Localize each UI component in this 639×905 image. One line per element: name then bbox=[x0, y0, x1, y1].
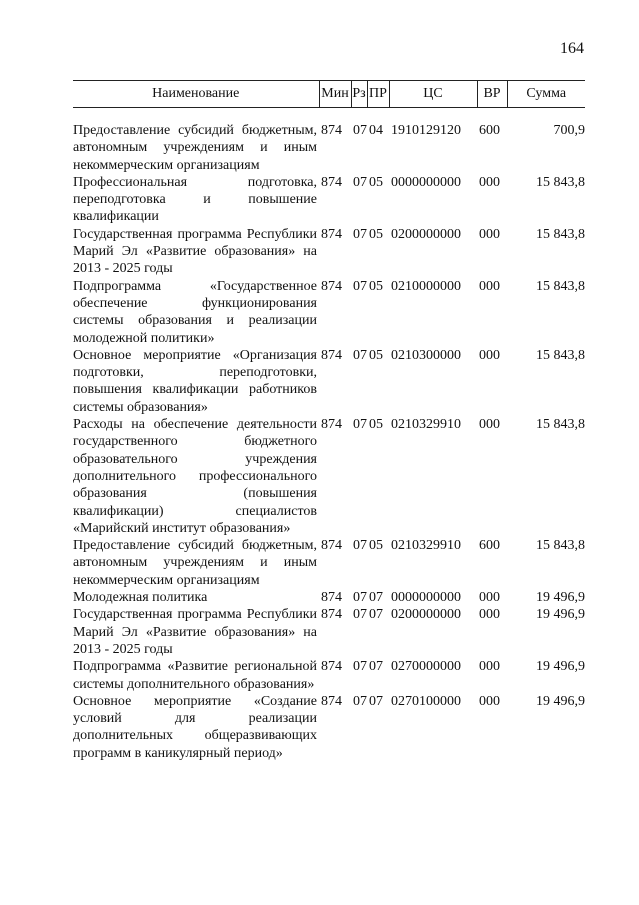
row-cs: 0210000000 bbox=[391, 278, 461, 294]
row-pr: 05 bbox=[369, 226, 383, 242]
row-rz: 07 bbox=[353, 123, 367, 138]
row-vr: 000 bbox=[479, 174, 500, 190]
row-vr: 000 bbox=[479, 607, 500, 623]
row-cs: 0210329910 bbox=[391, 417, 461, 433]
table-body bbox=[73, 108, 585, 762]
row-name: Предоставление субсидий бюджетным, автономным учреждениям и иным некоммерческим организациям bbox=[73, 538, 317, 588]
table-row bbox=[73, 278, 585, 347]
row-name: Основное мероприятие «Создание условий для реализации дополнительных общеразвивающих программ в каникулярный период» bbox=[73, 693, 317, 761]
row-name: Подпрограмма «Государственное обеспечение функционирования системы образования и реализации молодежной политики» bbox=[73, 278, 317, 346]
row-name: Предоставление субсидий бюджетным, автономным учреждениям и иным некоммерческим организациям bbox=[73, 123, 317, 173]
header-vr: ВР bbox=[477, 81, 507, 108]
row-pr: 04 bbox=[369, 123, 383, 138]
row-pr: 05 bbox=[369, 538, 383, 554]
row-cs: 0000000000 bbox=[391, 590, 461, 606]
table-row bbox=[73, 606, 585, 658]
row-pr: 07 bbox=[369, 590, 383, 606]
row-rz: 07 bbox=[353, 278, 367, 294]
row-sum: 15 843,8 bbox=[536, 278, 585, 294]
row-rz: 07 bbox=[353, 174, 367, 190]
row-rz: 07 bbox=[353, 538, 367, 554]
row-sum: 700,9 bbox=[553, 123, 585, 138]
row-min: 874 bbox=[321, 693, 342, 709]
row-vr: 000 bbox=[479, 590, 500, 606]
row-name: Государственная программа Республики Марий Эл «Развитие образования» на 2013 - 2025 годы bbox=[73, 607, 317, 657]
row-rz: 07 bbox=[353, 226, 367, 242]
budget-table bbox=[73, 80, 585, 762]
row-rz: 07 bbox=[353, 693, 367, 709]
row-cs: 0270000000 bbox=[391, 659, 461, 675]
row-name: Профессиональная подготовка, переподготовка и повышение квалификации bbox=[73, 174, 317, 225]
row-name: Основное мероприятие «Организация подготовки, переподготовки, повышения квалификации работников системы образования» bbox=[73, 347, 317, 415]
row-rz: 07 bbox=[353, 590, 367, 606]
row-rz: 07 bbox=[353, 659, 367, 675]
row-sum: 15 843,8 bbox=[536, 417, 585, 433]
row-pr: 05 bbox=[369, 174, 383, 190]
header-spacer bbox=[73, 108, 585, 123]
row-vr: 000 bbox=[479, 278, 500, 294]
row-sum: 19 496,9 bbox=[536, 659, 585, 675]
table-row bbox=[73, 693, 585, 762]
row-pr: 05 bbox=[369, 347, 383, 363]
row-cs: 1910129120 bbox=[391, 123, 461, 138]
row-min: 874 bbox=[321, 174, 342, 190]
row-vr: 600 bbox=[479, 123, 500, 138]
header-pr: ПР bbox=[367, 81, 389, 108]
row-name: Государственная программа Республики Марий Эл «Развитие образования» на 2013 - 2025 годы bbox=[73, 226, 317, 277]
row-sum: 15 843,8 bbox=[536, 347, 585, 363]
table-row bbox=[73, 347, 585, 416]
row-cs: 0210329910 bbox=[391, 538, 461, 554]
row-min: 874 bbox=[321, 226, 342, 242]
row-pr: 07 bbox=[369, 659, 383, 675]
row-min: 874 bbox=[321, 607, 342, 623]
row-name: Молодежная политика bbox=[73, 590, 208, 606]
row-vr: 000 bbox=[479, 347, 500, 363]
row-pr: 07 bbox=[369, 607, 383, 623]
row-pr: 07 bbox=[369, 693, 383, 709]
row-min: 874 bbox=[321, 347, 342, 363]
row-vr: 000 bbox=[479, 693, 500, 709]
table-row bbox=[73, 416, 585, 537]
row-sum: 19 496,9 bbox=[536, 607, 585, 623]
row-cs: 0000000000 bbox=[391, 174, 461, 190]
row-sum: 15 843,8 bbox=[536, 174, 585, 190]
row-min: 874 bbox=[321, 417, 342, 433]
row-pr: 05 bbox=[369, 417, 383, 433]
row-rz: 07 bbox=[353, 607, 367, 623]
page-number: 164 bbox=[560, 40, 584, 57]
row-min: 874 bbox=[321, 659, 342, 675]
row-sum: 15 843,8 bbox=[536, 226, 585, 242]
table-row bbox=[73, 537, 585, 589]
row-min: 874 bbox=[321, 278, 342, 294]
row-vr: 600 bbox=[479, 538, 500, 554]
table-row bbox=[73, 658, 585, 693]
row-min: 874 bbox=[321, 123, 342, 138]
row-cs: 0200000000 bbox=[391, 607, 461, 623]
table-header bbox=[73, 81, 585, 108]
header-name: Наименование bbox=[73, 81, 319, 108]
table-row bbox=[73, 174, 585, 226]
row-cs: 0200000000 bbox=[391, 226, 461, 242]
row-sum: 15 843,8 bbox=[536, 538, 585, 554]
header-cs: ЦС bbox=[389, 81, 477, 108]
row-vr: 000 bbox=[479, 417, 500, 433]
table-row bbox=[73, 589, 585, 606]
header-sum: Сумма bbox=[507, 81, 585, 108]
row-min: 874 bbox=[321, 590, 342, 606]
row-sum: 19 496,9 bbox=[536, 590, 585, 606]
row-name: Подпрограмма «Развитие региональной системы дополнительного образования» bbox=[73, 659, 317, 692]
row-rz: 07 bbox=[353, 417, 367, 433]
row-pr: 05 bbox=[369, 278, 383, 294]
header-min: Мин bbox=[319, 81, 351, 108]
row-rz: 07 bbox=[353, 347, 367, 363]
table-row bbox=[73, 122, 585, 174]
row-cs: 0210300000 bbox=[391, 347, 461, 363]
row-min: 874 bbox=[321, 538, 342, 554]
row-sum: 19 496,9 bbox=[536, 693, 585, 709]
row-vr: 000 bbox=[479, 226, 500, 242]
row-vr: 000 bbox=[479, 659, 500, 675]
header-rz: Рз bbox=[351, 81, 367, 108]
row-cs: 0270100000 bbox=[391, 693, 461, 709]
budget-table-container bbox=[73, 80, 585, 762]
row-name: Расходы на обеспечение деятельности государственного бюджетного образовательного учреждения дополнительного профессионального образования (повышения квалификации) специалистов «Марийский институт образования» bbox=[73, 417, 317, 536]
table-row bbox=[73, 226, 585, 278]
